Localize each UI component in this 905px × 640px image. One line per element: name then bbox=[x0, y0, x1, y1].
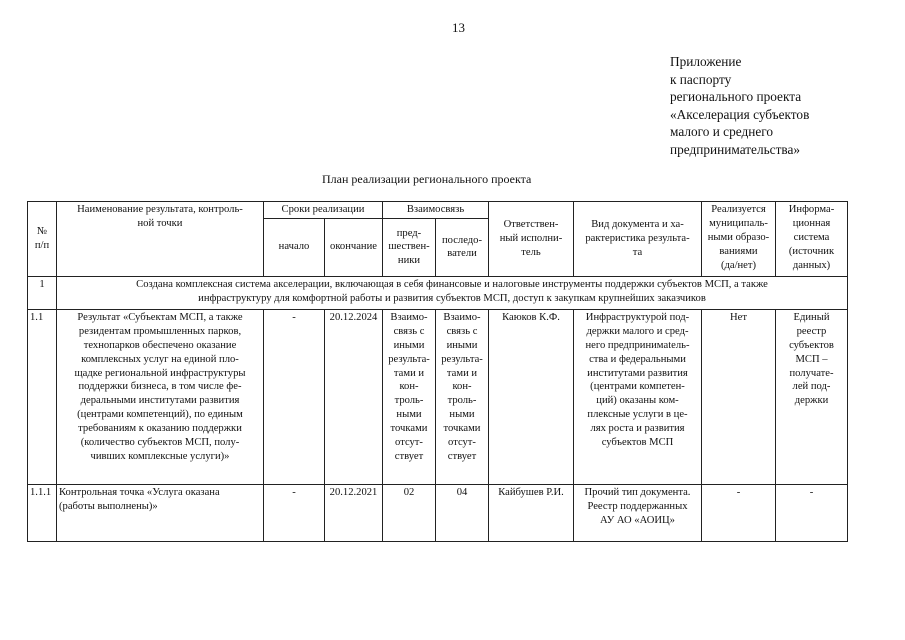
appendix-note: Приложение к паспорту регионального проекта «Акселерация субъектов малого и среднего предпринимательства» bbox=[670, 54, 810, 157]
row-info-system: Единый реестр субъектов МСП – получате- лей под- держки bbox=[776, 309, 848, 484]
row-doc-type: Инфраструктурой под- держки малого и сред- него предпринимatель- ства и федеральными институтами развития (центрами компетен- ций) оказаны ком- плексные услуги в це- лях роста и развития субъектов МСП bbox=[574, 309, 702, 484]
row-num: 1.1 bbox=[28, 309, 57, 484]
row-name: Результат «Субъектам МСП, а также резидентам промышленных парков, технопарков обеспечено оказание комплексных услуг на единой пло- щадке региональной инфраструктуры поддержки бизнеса, в том числе фе- деральными институтами развития (центрами компетенций), по единым требованиям к оказанию поддержки (количество субъектов МСП, полу- чивших комплексные услуги)» bbox=[57, 309, 264, 484]
row-municipal: - bbox=[702, 484, 776, 541]
row-predecessors: Взаимо- связь с иными результа- тами и кон- троль- ными точками отсут- ствует bbox=[383, 309, 436, 484]
section-text: Создана комплексная система акселерации, включающая в себя финансовые и налоговые инструменты поддержки субъектов МСП, а также инфраструктуру для комфортной работы и развития субъектов МСП, доступ к закупкам крупнейших заказчиков bbox=[57, 276, 848, 309]
header-responsible: Ответствен- ный исполни- тель bbox=[489, 202, 574, 277]
row-start: - bbox=[264, 484, 325, 541]
page-number: 13 bbox=[452, 20, 465, 35]
row-responsible: Каюков К.Ф. bbox=[489, 309, 574, 484]
table-row bbox=[28, 309, 848, 484]
header-name: Наименование результата, контроль- ной точки bbox=[57, 202, 264, 277]
row-successors: Взаимо- связь с иными результа- тами и кон- троль- ными точками отсут- ствует bbox=[436, 309, 489, 484]
row-end: 20.12.2021 bbox=[325, 484, 383, 541]
header-row-1 bbox=[28, 202, 848, 219]
row-start: - bbox=[264, 309, 325, 484]
header-end: окончание bbox=[325, 218, 383, 276]
row-responsible: Кайбушев Р.И. bbox=[489, 484, 574, 541]
row-info-system: - bbox=[776, 484, 848, 541]
row-name: Контрольная точка «Услуга оказана (работы выполнены)» bbox=[57, 484, 264, 541]
header-doc-type: Вид документа и ха- рактеристика результа- та bbox=[574, 202, 702, 277]
row-predecessors: 02 bbox=[383, 484, 436, 541]
table-row bbox=[28, 484, 848, 541]
row-doc-type: Прочий тип документа. Реестр поддержанных АУ АО «АОИЦ» bbox=[574, 484, 702, 541]
header-predecessors: пред- шествен- ники bbox=[383, 218, 436, 276]
row-num: 1.1.1 bbox=[28, 484, 57, 541]
row-end: 20.12.2024 bbox=[325, 309, 383, 484]
plan-title: План реализации регионального проекта bbox=[322, 172, 532, 186]
row-municipal: Нет bbox=[702, 309, 776, 484]
header-start: начало bbox=[264, 218, 325, 276]
section-num: 1 bbox=[28, 276, 57, 309]
header-relation: Взаимосвязь bbox=[383, 202, 489, 219]
header-municipal: Реализуется муниципаль- ными образо- ваниями (да/нет) bbox=[702, 202, 776, 277]
header-successors: последо- ватели bbox=[436, 218, 489, 276]
header-info-system: Информа- ционная система (источник данных) bbox=[776, 202, 848, 277]
implementation-plan-table bbox=[27, 201, 848, 542]
header-num: № п/п bbox=[28, 202, 57, 277]
header-terms: Сроки реализации bbox=[264, 202, 383, 219]
section-row bbox=[28, 276, 848, 309]
row-successors: 04 bbox=[436, 484, 489, 541]
